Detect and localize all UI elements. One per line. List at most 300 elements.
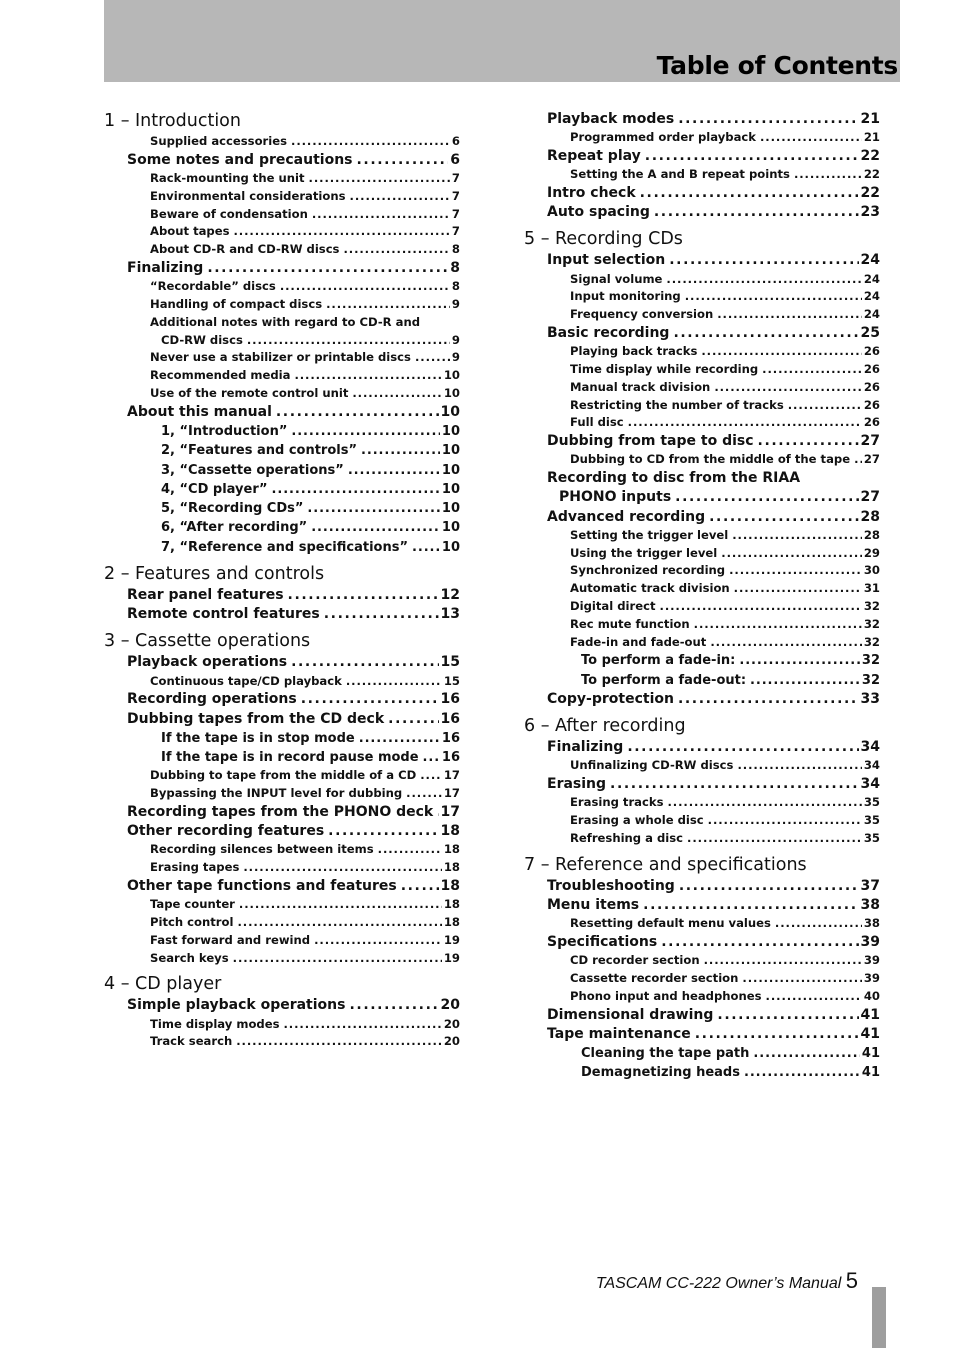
toc-entry[interactable] — [104, 822, 460, 841]
toc-entry[interactable] — [524, 952, 880, 970]
toc-page-number: 30 — [863, 563, 880, 578]
dot-leader — [343, 241, 449, 259]
toc-page-number: 15 — [443, 673, 460, 688]
toc-entry[interactable] — [524, 251, 880, 270]
dot-leader — [627, 738, 858, 757]
toc-chapter-heading[interactable]: 3 – Cassette operations — [104, 631, 311, 652]
toc-entry-title: 2, “Features and controls” — [161, 443, 358, 459]
toc-entry[interactable] — [104, 785, 460, 803]
toc-entry[interactable] — [104, 278, 460, 296]
dot-leader — [679, 877, 859, 896]
toc-page-number: 24 — [860, 252, 880, 269]
toc-chapter-heading[interactable]: 4 – CD player — [104, 974, 222, 995]
toc-entry[interactable] — [104, 877, 460, 896]
toc-entry-title: Playing back tracks — [570, 344, 698, 359]
toc-page-number: 19 — [443, 950, 460, 965]
toc-entry[interactable] — [104, 859, 460, 877]
toc-entry[interactable] — [524, 324, 880, 343]
toc-entry[interactable] — [104, 206, 460, 224]
toc-entry[interactable] — [104, 932, 460, 950]
toc-entry[interactable] — [104, 259, 460, 278]
toc-chapter-heading[interactable]: 7 – Reference and specifications — [524, 854, 807, 875]
toc-page-number: 10 — [443, 385, 460, 400]
toc-page-number: 40 — [863, 988, 880, 1003]
toc-entry-title: Track search — [150, 1034, 233, 1049]
toc-entry[interactable] — [524, 361, 880, 379]
toc-entry[interactable] — [524, 184, 880, 203]
toc-entry-title: Frequency conversion — [570, 307, 714, 322]
toc-entry[interactable] — [524, 877, 880, 896]
toc-entry[interactable] — [104, 729, 460, 748]
dot-leader — [717, 1006, 858, 1025]
toc-entry-title: If the tape is in record pause mode — [161, 750, 419, 766]
toc-page-number: 18 — [443, 915, 460, 930]
toc-entry[interactable] — [524, 110, 880, 129]
toc-page-number: 9 — [451, 332, 460, 347]
toc-entry-title: Remote control features — [127, 606, 320, 623]
dot-leader — [236, 1033, 442, 1051]
toc-entry[interactable] — [104, 673, 460, 691]
toc-page-number: 16 — [440, 710, 460, 727]
toc-page-number: 41 — [860, 1025, 880, 1042]
toc-page-number: 31 — [863, 581, 880, 596]
toc-entry[interactable] — [104, 441, 460, 460]
toc-entry-title: Manual track division — [570, 379, 711, 394]
toc-left-column — [104, 110, 460, 1051]
toc-page-number: 34 — [863, 758, 880, 773]
toc-entry-title: Demagnetizing heads — [581, 1065, 740, 1081]
toc-entry[interactable] — [524, 451, 880, 469]
toc-entry-title: Setting the A and B repeat points — [570, 167, 790, 182]
dot-leader — [352, 385, 441, 403]
toc-entry-title: Auto spacing — [547, 204, 650, 221]
toc-right-column — [524, 110, 880, 1083]
toc-entry[interactable] — [104, 653, 460, 672]
toc-page-number: 32 — [861, 672, 880, 688]
toc-entry[interactable] — [524, 306, 880, 324]
toc-entry[interactable] — [104, 367, 460, 385]
dot-leader — [280, 278, 450, 296]
toc-entry[interactable] — [104, 170, 460, 188]
toc-entry-title: Beware of condensation — [150, 206, 308, 221]
toc-entry[interactable] — [104, 188, 460, 206]
toc-page-number: 8 — [451, 242, 460, 257]
toc-entry[interactable] — [524, 562, 880, 580]
toc-entry[interactable] — [524, 738, 880, 757]
toc-entry[interactable] — [524, 397, 880, 415]
toc-entry[interactable] — [524, 634, 880, 652]
toc-entry-title: Time display while recording — [570, 362, 759, 376]
toc-entry-title: Recording tapes from the PHONO deck — [127, 804, 434, 821]
toc-page-number: 41 — [860, 1006, 880, 1023]
toc-entry[interactable] — [524, 414, 880, 432]
toc-page-number: 9 — [451, 296, 460, 311]
footer — [596, 1268, 858, 1294]
toc-entry-title: Repeat play — [547, 148, 641, 164]
toc-page-number: 8 — [451, 279, 460, 294]
toc-page-number: 21 — [860, 111, 880, 127]
toc-entry[interactable] — [524, 580, 880, 598]
dot-leader — [760, 129, 862, 147]
toc-entry-title: 6, “After recording” — [161, 520, 308, 536]
toc-entry[interactable] — [524, 812, 880, 830]
toc-page-number: 28 — [860, 508, 880, 525]
dot-leader — [388, 710, 438, 729]
toc-entry[interactable] — [104, 223, 460, 241]
dot-leader — [673, 324, 858, 343]
dot-leader — [294, 367, 441, 385]
toc-entry[interactable] — [104, 605, 460, 624]
toc-entry-title: Erasing tracks — [570, 795, 664, 810]
toc-entry[interactable] — [104, 841, 460, 859]
toc-entry[interactable] — [104, 914, 460, 932]
toc-page-number: 20 — [443, 1016, 460, 1031]
toc-entry-title: Tape maintenance — [547, 1025, 691, 1042]
dot-leader — [312, 206, 450, 224]
toc-page-number: 27 — [860, 489, 880, 506]
toc-entry[interactable] — [104, 241, 460, 259]
dot-leader — [406, 785, 442, 803]
toc-entry[interactable] — [524, 775, 880, 794]
dot-leader — [701, 343, 861, 361]
dot-leader — [666, 271, 861, 289]
toc-entry[interactable] — [524, 288, 880, 306]
toc-page-number: 6 — [451, 134, 460, 148]
toc-entry-title: Fast forward and rewind — [150, 932, 311, 947]
dot-leader — [709, 508, 858, 527]
dot-leader — [350, 188, 450, 206]
dot-leader — [314, 932, 442, 950]
dot-leader — [640, 184, 859, 203]
dot-leader — [714, 379, 862, 397]
toc-entry[interactable] — [104, 950, 460, 968]
dot-leader — [628, 414, 862, 432]
toc-page-number: 10 — [441, 520, 460, 536]
toc-entry-title: Rear panel features — [127, 587, 284, 604]
toc-page-number: 22 — [863, 167, 880, 182]
toc-entry-title: About CD-R and CD-RW discs — [150, 242, 340, 257]
toc-entry[interactable] — [524, 690, 880, 709]
toc-entry[interactable] — [104, 349, 460, 367]
toc-entry-title: 3, “Cassette operations” — [161, 462, 344, 478]
toc-entry[interactable] — [524, 896, 880, 915]
dot-leader — [239, 896, 442, 914]
toc-entry[interactable] — [104, 896, 460, 914]
dot-leader — [291, 133, 450, 151]
toc-page-number: 16 — [441, 730, 460, 746]
toc-page-number: 32 — [861, 653, 880, 669]
toc-page-number: 32 — [863, 598, 880, 613]
toc-entry-title: Phono input and headphones — [570, 988, 762, 1003]
toc-entry[interactable] — [524, 794, 880, 812]
toc-chapter-heading[interactable]: 1 – Introduction — [104, 111, 241, 131]
toc-chapter-heading[interactable]: 6 – After recording — [524, 716, 686, 737]
toc-entry[interactable] — [524, 671, 880, 690]
dot-leader — [326, 296, 450, 314]
toc-page-number: 35 — [863, 795, 880, 810]
toc-page-number: 6 — [450, 151, 460, 168]
dot-leader — [750, 671, 860, 690]
toc-entry-label[interactable]: Additional notes with regard to CD-R and — [150, 314, 420, 329]
toc-entry[interactable] — [104, 1033, 460, 1051]
toc-entry-title: Rec mute function — [570, 616, 690, 631]
toc-entry[interactable] — [104, 133, 460, 151]
dot-leader — [744, 1063, 860, 1082]
toc-entry-title: To perform a fade-in: — [581, 653, 736, 669]
toc-entry[interactable] — [524, 988, 880, 1006]
dot-leader — [243, 859, 442, 877]
toc-page-number: 28 — [863, 527, 880, 542]
toc-entry-title: About tapes — [150, 224, 230, 239]
toc-chapter-heading[interactable]: 2 – Features and controls — [104, 564, 325, 585]
toc-entry-title: Refreshing a disc — [570, 830, 684, 845]
dot-leader — [288, 586, 439, 605]
dot-leader — [301, 690, 439, 709]
toc-entry-title: Some notes and precautions — [127, 151, 353, 168]
dot-leader — [412, 538, 440, 557]
page-title: Table of Contents — [656, 51, 898, 80]
toc-page-number: 17 — [443, 768, 460, 783]
toc-entry[interactable] — [104, 586, 460, 605]
toc-entry[interactable] — [104, 748, 460, 767]
toc-entry-title: Synchronized recording — [570, 563, 726, 578]
toc-entry[interactable] — [524, 343, 880, 361]
toc-entry[interactable] — [524, 488, 880, 507]
toc-page-number: 23 — [860, 204, 880, 221]
toc-entry[interactable] — [104, 538, 460, 557]
toc-entry[interactable] — [104, 385, 460, 403]
dot-leader — [678, 690, 859, 709]
toc-page-number: 15 — [440, 654, 460, 671]
toc-entry-title: Erasing tapes — [150, 860, 240, 875]
toc-entry[interactable] — [524, 147, 880, 166]
toc-entry-title: Continuous tape/CD playback — [150, 673, 342, 688]
toc-page-number: 10 — [441, 481, 460, 497]
toc-entry-title: Erasing a whole disc — [570, 813, 704, 828]
toc-page-number: 26 — [863, 362, 880, 376]
toc-entry-title: Time display modes — [150, 1016, 280, 1031]
dot-leader — [378, 841, 442, 859]
dot-leader — [661, 933, 858, 952]
toc-entry[interactable] — [524, 129, 880, 147]
toc-entry-title: 7, “Reference and specifications” — [161, 539, 409, 555]
toc-entry-title: Bypassing the INPUT level for dubbing — [150, 786, 403, 801]
toc-entry-title: Playback operations — [127, 654, 288, 671]
dot-leader — [610, 775, 858, 794]
dot-leader — [437, 803, 438, 822]
toc-entry[interactable] — [524, 616, 880, 634]
toc-entry-title: If the tape is in stop mode — [161, 730, 355, 746]
toc-entry-title: Resetting default menu values — [570, 916, 771, 931]
dot-leader — [739, 651, 860, 670]
toc-entry-title: Never use a stabilizer or printable discs — [150, 350, 411, 365]
toc-entry[interactable] — [524, 598, 880, 616]
toc-page-number: 10 — [441, 501, 460, 517]
toc-page-number: 10 — [441, 539, 460, 555]
dot-leader — [737, 757, 861, 775]
toc-entry-title: Basic recording — [547, 325, 670, 341]
toc-entry[interactable] — [524, 1044, 880, 1063]
toc-page-number: 26 — [863, 379, 880, 394]
dot-leader — [660, 598, 862, 616]
toc-page-number: 35 — [863, 813, 880, 828]
toc-entry-title: Advanced recording — [547, 508, 706, 525]
toc-entry[interactable] — [524, 1006, 880, 1025]
footer-manual-title: TASCAM CC-222 Owner’s Manual — [595, 1275, 842, 1292]
toc-entry-title: Environmental considerations — [150, 188, 346, 203]
toc-page-number: 32 — [863, 634, 880, 649]
toc-entry[interactable] — [524, 203, 880, 222]
dot-leader — [291, 653, 438, 672]
dot-leader — [854, 451, 862, 469]
toc-entry-title: Unfinalizing CD-RW discs — [570, 758, 734, 773]
dot-leader — [710, 634, 862, 652]
toc-entry[interactable] — [104, 710, 460, 729]
toc-page-number: 34 — [860, 739, 880, 756]
toc-page-number: 10 — [441, 462, 460, 478]
toc-entry-title: About this manual — [127, 403, 272, 420]
dot-leader — [401, 877, 439, 896]
toc-page-number: 39 — [863, 953, 880, 968]
toc-page-number: 38 — [863, 916, 880, 931]
toc-entry[interactable] — [104, 480, 460, 499]
footer-page-number: 5 — [845, 1268, 858, 1293]
toc-page-number: 7 — [451, 224, 460, 239]
toc-entry[interactable] — [524, 933, 880, 952]
toc-entry[interactable] — [524, 1025, 880, 1044]
toc-page-number: 20 — [440, 997, 460, 1014]
dot-leader — [717, 306, 862, 324]
toc-entry-title: PHONO inputs — [559, 489, 672, 506]
toc-page-number: 10 — [441, 423, 460, 439]
dot-leader — [654, 203, 859, 222]
toc-page-number: 19 — [443, 932, 460, 947]
toc-page-number: 41 — [861, 1045, 880, 1061]
toc-entry[interactable] — [104, 332, 460, 350]
toc-entry[interactable] — [524, 508, 880, 527]
toc-entry[interactable] — [524, 915, 880, 933]
dot-leader — [794, 166, 862, 184]
toc-entry-title: Menu items — [547, 896, 640, 913]
toc-entry-title: Dubbing from tape to disc — [547, 433, 754, 450]
toc-page-number: 26 — [863, 415, 880, 430]
toc-entry-title: Recording operations — [127, 691, 297, 708]
dot-leader — [423, 748, 440, 767]
toc-entry[interactable] — [104, 996, 460, 1015]
toc-entry[interactable] — [524, 757, 880, 775]
dot-leader — [669, 251, 858, 270]
toc-entry[interactable] — [104, 461, 460, 480]
toc-entry[interactable] — [524, 545, 880, 563]
toc-page-number: 16 — [441, 750, 460, 766]
toc-entry[interactable] — [524, 830, 880, 848]
dot-leader — [348, 461, 440, 480]
toc-entry[interactable] — [104, 422, 460, 441]
toc-page-number: 32 — [863, 616, 880, 631]
toc-entry[interactable] — [524, 970, 880, 988]
toc-entry[interactable] — [104, 518, 460, 537]
dot-leader — [207, 259, 448, 278]
dot-leader — [328, 822, 438, 841]
toc-page-number: 33 — [860, 690, 880, 707]
toc-entry-title: Input monitoring — [570, 289, 681, 304]
dot-leader — [704, 952, 862, 970]
dot-leader — [766, 988, 862, 1006]
dot-leader — [775, 915, 862, 933]
dot-leader — [291, 422, 440, 441]
toc-entry-title: Programmed order playback — [570, 130, 756, 145]
toc-page-number: 17 — [443, 786, 460, 801]
toc-entry[interactable] — [524, 527, 880, 545]
toc-page-number: 34 — [860, 776, 880, 793]
dot-leader — [708, 812, 862, 830]
toc-page-number: 26 — [863, 344, 880, 359]
toc-entry[interactable] — [524, 271, 880, 289]
toc-entry[interactable] — [104, 767, 460, 785]
toc-entry-title: Troubleshooting — [547, 877, 675, 894]
toc-entry[interactable] — [104, 1016, 460, 1034]
toc-entry[interactable] — [524, 1063, 880, 1082]
dot-leader — [734, 580, 862, 598]
toc-entry-title: Cassette recorder section — [570, 970, 739, 985]
toc-page-number: 18 — [443, 897, 460, 912]
toc-entry[interactable] — [104, 803, 460, 822]
dot-leader — [346, 673, 442, 691]
dot-leader — [324, 605, 439, 624]
dot-leader — [729, 562, 862, 580]
toc-entry-title: Other tape functions and features — [127, 878, 397, 895]
dot-leader — [732, 527, 862, 545]
toc-page-number: 9 — [451, 350, 460, 365]
toc-page-number: 10 — [440, 403, 460, 420]
header-bar — [104, 0, 900, 82]
toc-entry-title: Playback modes — [547, 111, 675, 127]
toc-entry-title: Cleaning the tape path — [581, 1045, 750, 1061]
toc-entry-title: Rack-mounting the unit — [150, 171, 305, 185]
toc-entry-title: Fade-in and fade-out — [570, 634, 707, 649]
toc-chapter-heading[interactable]: 5 – Recording CDs — [524, 229, 683, 250]
toc-entry[interactable] — [524, 432, 880, 451]
toc-entry[interactable] — [104, 296, 460, 314]
toc-entry-title: Copy-protection — [547, 690, 674, 707]
dot-leader — [276, 403, 439, 422]
toc-page-number: 12 — [440, 587, 460, 604]
dot-leader — [233, 950, 442, 968]
toc-entry-label[interactable]: Recording to disc from the RIAA — [547, 470, 801, 487]
dot-leader — [753, 1044, 860, 1063]
dot-leader — [742, 970, 861, 988]
toc-page-number: 27 — [860, 433, 880, 450]
toc-entry[interactable] — [104, 690, 460, 709]
dot-leader — [272, 480, 440, 499]
toc-entry-title: Simple playback operations — [127, 997, 346, 1014]
toc-entry[interactable] — [104, 151, 460, 170]
toc-page-number: 39 — [863, 970, 880, 985]
toc-page-number: 8 — [450, 259, 460, 276]
toc-entry[interactable] — [524, 651, 880, 670]
toc-page-number: 37 — [860, 877, 880, 894]
toc-entry[interactable] — [524, 379, 880, 397]
toc-entry-title: Tape counter — [150, 897, 235, 912]
toc-page-number: 7 — [451, 206, 460, 221]
toc-page-number: 10 — [441, 443, 460, 459]
toc-entry[interactable] — [104, 499, 460, 518]
toc-page-number: 24 — [863, 289, 880, 304]
toc-entry[interactable] — [524, 166, 880, 184]
toc-entry-title: “Recordable” discs — [150, 279, 276, 294]
toc-entry[interactable] — [104, 403, 460, 422]
dot-leader — [309, 170, 450, 188]
